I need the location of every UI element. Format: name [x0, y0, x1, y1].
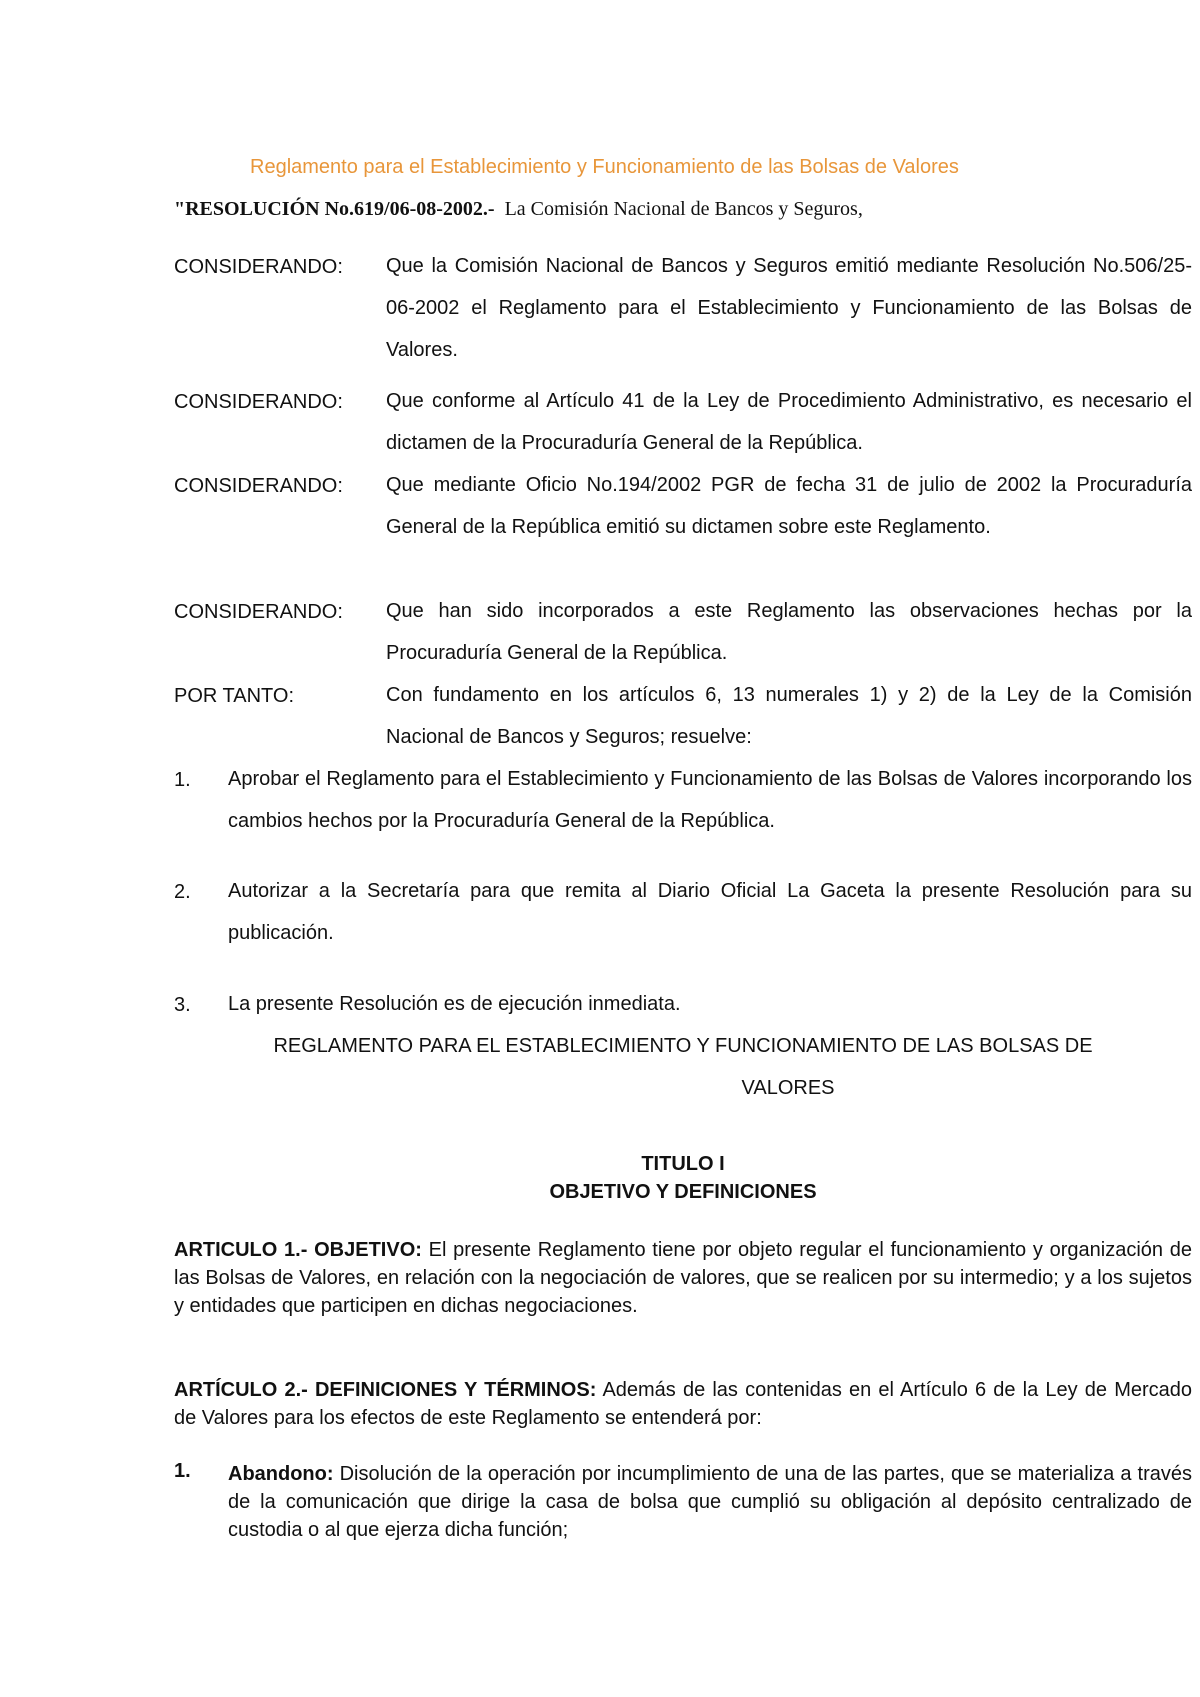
- por-tanto-text: [374, 674, 1192, 758]
- resolve-item-number: 2.: [174, 881, 191, 903]
- considerando-label: CONSIDERANDO:: [174, 256, 343, 278]
- definition-number: 1.: [174, 1460, 191, 1482]
- resolution-number: "RESOLUCIÓN No.619/06-08-2002.-: [174, 198, 495, 220]
- article-1-text: El presente Reglamento tiene por objeto regular el funcionamiento y organización de las Bolsas de Valores, en relación con la negociación de valores, que se realicen por su intermedio; y a los sujetos y entidades que participen en dichas negociaciones.: [174, 1239, 1193, 1317]
- considerando-paragraph: Que mediante Oficio No.194/2002 PGR de fecha 31 de julio de 2002 la Procuraduría General de la República emitió su dictamen sobre este Reglamento.: [386, 474, 1192, 538]
- considerando-paragraph: Que han sido incorporados a este Reglamento las observaciones hechas por la Procuraduría General de la República.: [386, 600, 1192, 664]
- reglamento-heading-line2: VALORES: [741, 1077, 835, 1099]
- definition-term: Abandono:: [228, 1463, 334, 1485]
- resolve-item-text: Autorizar a la Secretaría para que remita al Diario Oficial La Gaceta la presente Resolución para su publicación.: [228, 880, 1192, 944]
- reglamento-heading: [174, 1025, 1192, 1109]
- considerando-text: [374, 590, 1192, 674]
- definition-item: [228, 1460, 1192, 1544]
- article-2-label: ARTÍCULO 2.- DEFINICIONES Y TÉRMINOS:: [174, 1379, 597, 1401]
- por-tanto-paragraph: Con fundamento en los artículos 6, 13 numerales 1) y 2) de la Ley de la Comisión Nacional de Bancos y Seguros; resuelve:: [386, 684, 1192, 748]
- resolution-header: [174, 198, 1174, 221]
- document-title: Reglamento para el Establecimiento y Funcionamiento de las Bolsas de Valores: [250, 156, 959, 178]
- resolve-item-number: 3.: [174, 994, 191, 1016]
- considerando-label: CONSIDERANDO:: [174, 601, 343, 623]
- title-heading: TITULO I: [641, 1153, 725, 1175]
- considerando-paragraph: Que la Comisión Nacional de Bancos y Seguros emitió mediante Resolución No.506/25-06-2002 el Reglamento para el Establecimiento y Funcionamiento de las Bolsas de Valores.: [386, 255, 1192, 361]
- considerando-paragraph: Que conforme al Artículo 41 de la Ley de Procedimiento Administrativo, es necesario el dictamen de la Procuraduría General de la República.: [386, 390, 1192, 454]
- resolve-item-text: Aprobar el Reglamento para el Establecimiento y Funcionamiento de las Bolsas de Valores incorporando los cambios hechos por la Procuraduría General de la República.: [228, 768, 1192, 832]
- considerando-label: CONSIDERANDO:: [174, 391, 343, 413]
- definition-text: Disolución de la operación por incumplimiento de una de las partes, que se materializa a través de la comunicación que dirige la casa de bolsa que cumplió su obligación al depósito centralizado de custodia o al que ejerza dicha función;: [228, 1463, 1192, 1541]
- por-tanto-label: POR TANTO:: [174, 685, 295, 707]
- considerando-label: CONSIDERANDO:: [174, 475, 343, 497]
- article-1: [174, 1236, 1192, 1320]
- resolve-item-text: La presente Resolución es de ejecución inmediata.: [228, 993, 681, 1015]
- title-subheading: OBJETIVO Y DEFINICIONES: [549, 1181, 817, 1203]
- resolve-item-number: 1.: [174, 769, 191, 791]
- article-2: [174, 1376, 1192, 1432]
- considerando-text: [374, 464, 1192, 548]
- article-1-label: ARTICULO 1.- OBJETIVO:: [174, 1239, 422, 1261]
- considerando-text: [374, 380, 1192, 464]
- considerando-text: [374, 245, 1192, 371]
- article-2-text: Además de las contenidas en el Artículo 6 de la Ley de Mercado de Valores para los efectos de este Reglamento se entenderá por:: [174, 1379, 1193, 1429]
- reglamento-heading-line1: REGLAMENTO PARA EL ESTABLECIMIENTO Y FUNCIONAMIENTO DE LAS BOLSAS DE: [273, 1035, 1093, 1057]
- resolution-issuer: La Comisión Nacional de Bancos y Seguros,: [504, 198, 863, 220]
